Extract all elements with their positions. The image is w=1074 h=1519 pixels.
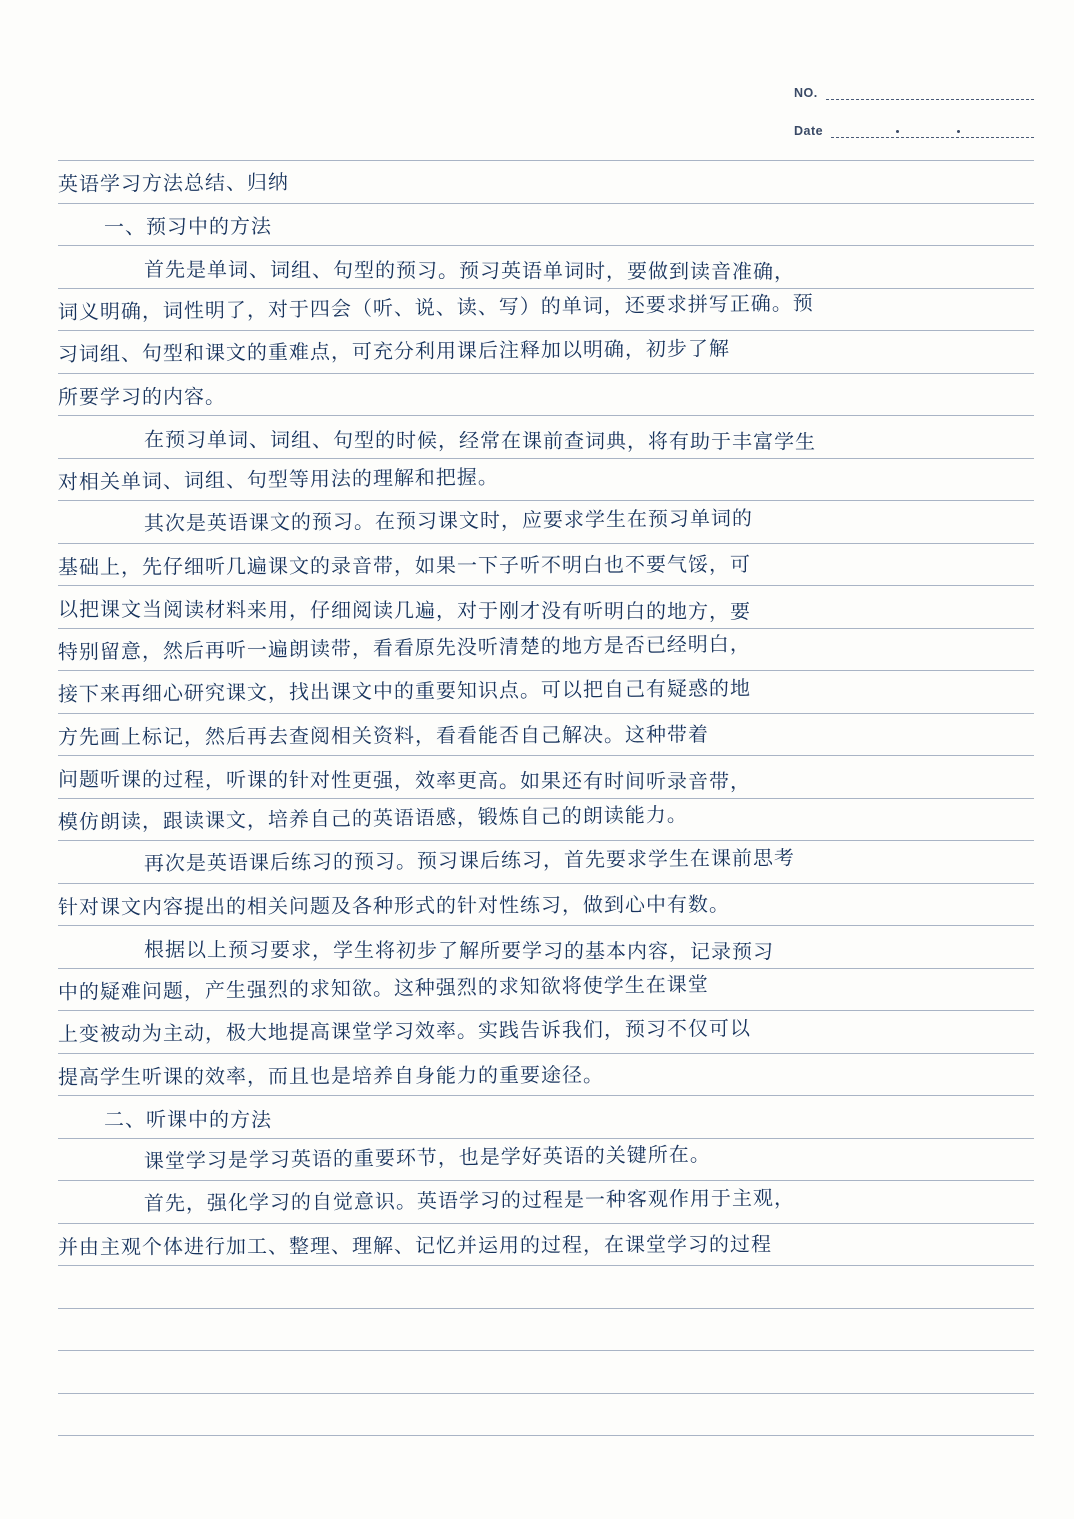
handwritten-line: 对相关单词、词组、句型等用法的理解和把握。 bbox=[57, 464, 499, 494]
handwritten-line: 提高学生听课的效率，而且也是培养自身能力的重要途径。 bbox=[57, 1062, 605, 1089]
no-label: NO. bbox=[794, 86, 818, 100]
handwritten-line: 模仿朗读，跟读课文，培养自己的英语语感，锻炼自己的朗读能力。 bbox=[57, 801, 688, 834]
handwritten-line: 上变被动为主动，极大地提高课堂学习效率。实践告诉我们，预习不仅可以 bbox=[57, 1015, 751, 1046]
handwritten-line: 首先，强化学习的自觉意识。英语学习的过程是一种客观作用于主观， bbox=[143, 1185, 795, 1216]
handwritten-line: 课堂学习是学习英语的重要环节，也是学好英语的关键所在。 bbox=[143, 1141, 711, 1173]
no-row bbox=[794, 78, 1034, 100]
page-header bbox=[794, 78, 1034, 138]
handwritten-line: 问题听课的过程，听课的针对性更强，效率更高。如果还有时间听录音带， bbox=[57, 767, 752, 794]
handwritten-line: 中的疑难问题，产生强烈的求知欲。这种强烈的求知欲将使学生在课堂 bbox=[57, 971, 709, 1004]
date-row bbox=[794, 116, 1034, 138]
handwritten-content bbox=[58, 160, 1034, 1479]
date-label: Date bbox=[794, 124, 824, 138]
handwritten-line: 再次是英语课后练习的预习。预习课后练习，首先要求学生在课前思考 bbox=[143, 845, 795, 876]
date-dotted-line bbox=[831, 123, 1034, 138]
handwritten-line: 首先是单词、词组、句型的预习。预习英语单词时，要做到读音准确， bbox=[143, 257, 796, 284]
handwritten-line: 其次是英语课文的预习。在预习课文时，应要求学生在预习单词的 bbox=[143, 505, 753, 536]
handwritten-line: 特别留意，然后再听一遍朗读带，看看原先没听清楚的地方是否已经明白， bbox=[57, 631, 751, 664]
handwritten-line: 所要学习的内容。 bbox=[57, 383, 227, 409]
handwritten-line: 并由主观个体进行加工、整理、理解、记忆并运用的过程，在课堂学习的过程 bbox=[57, 1231, 773, 1259]
handwritten-line: 以把课文当阅读材料来用，仔细阅读几遍，对于刚才没有听明白的地方，要 bbox=[57, 597, 752, 624]
handwritten-line: 方先画上标记，然后再去查阅相关资料，看看能否自己解决。这种带着 bbox=[57, 721, 710, 749]
handwritten-line: 英语学习方法总结、归纳 bbox=[57, 169, 290, 196]
handwritten-line: 基础上，先仔细听几遍课文的录音带，如果一下子听不明白也不要气馁，可 bbox=[57, 551, 752, 579]
handwritten-line: 在预习单词、词组、句型的时候，经常在课前查词典，将有助于丰富学生 bbox=[143, 427, 817, 454]
handwritten-line: 接下来再细心研究课文，找出课文中的重要知识点。可以把自己有疑惑的地 bbox=[57, 675, 751, 706]
handwritten-line: 词义明确，词性明了，对于四会（听、说、读、写）的单词，还要求拼写正确。预 bbox=[57, 290, 814, 324]
handwritten-line: 针对课文内容提出的相关问题及各种形式的针对性练习，做到心中有数。 bbox=[57, 891, 731, 919]
handwritten-line: 一、预习中的方法 bbox=[103, 213, 273, 239]
handwritten-line: 习词组、句型和课文的重难点，可充分利用课后注释加以明确，初步了解 bbox=[57, 336, 730, 366]
date-separator-dot bbox=[957, 130, 960, 133]
no-dotted-line bbox=[826, 85, 1034, 100]
handwritten-line: 二、听课中的方法 bbox=[103, 1107, 273, 1132]
handwritten-line: 根据以上预习要求，学生将初步了解所要学习的基本内容，记录预习 bbox=[143, 937, 775, 964]
date-separator-dot bbox=[896, 130, 899, 133]
